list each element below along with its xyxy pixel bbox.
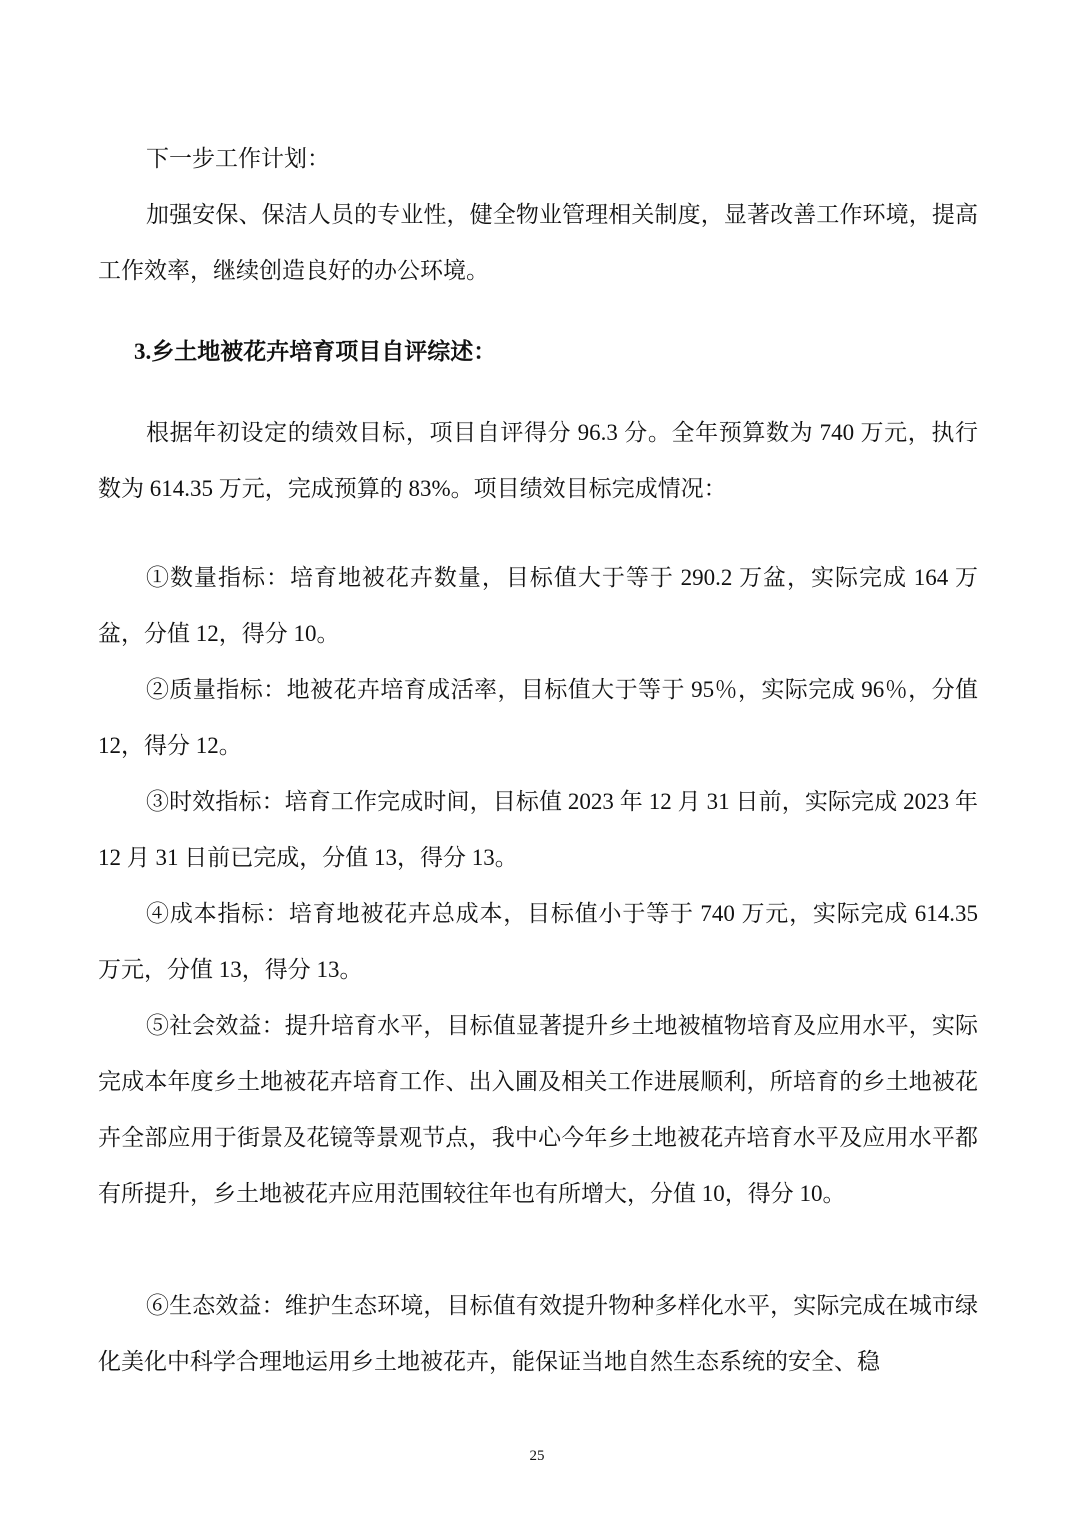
section-heading: 3.乡土地被花卉培育项目自评综述：	[134, 339, 497, 364]
next-steps-label: 下一步工作计划：	[146, 146, 330, 171]
quantity-indicator-paragraph: ①数量指标：培育地被花卉数量，目标值大于等于 290.2 万盆，实际完成 164 万盆，分值 12，得分 10。	[98, 565, 978, 646]
social-benefit-paragraph: ⑤社会效益：提升培育水平，目标值显著提升乡土地被植物培育及应用水平，实际完成本年度乡土地被花卉培育工作、出入圃及相关工作进展顺利，所培育的乡土地被花卉全部应用于街景及花镜等景观节点，我中心今年乡土地被花卉培育水平及应用水平都有所提升，乡土地被花卉应用范围较往年也有所增大，分值 10，得分 10。	[98, 1013, 978, 1206]
timeliness-indicator-paragraph: ③时效指标：培育工作完成时间，目标值 2023 年 12 月 31 日前，实际完成 2023 年 12 月 31 日前已完成，分值 13，得分 13。	[98, 789, 978, 870]
cost-indicator-paragraph: ④成本指标：培育地被花卉总成本，目标值小于等于 740 万元，实际完成 614.35 万元，分值 13，得分 13。	[98, 901, 978, 982]
page-number: 25	[529, 1448, 545, 1464]
ecological-benefit-paragraph: ⑥生态效益：维护生态环境，目标值有效提升物种多样化水平，实际完成在城市绿化美化中科学合理地运用乡土地被花卉，能保证当地自然生态系统的安全、稳	[98, 1293, 978, 1374]
next-steps-paragraph: 加强安保、保洁人员的专业性，健全物业管理相关制度，显著改善工作环境，提高工作效率，继续创造良好的办公环境。	[98, 202, 978, 283]
summary-paragraph: 根据年初设定的绩效目标，项目自评得分 96.3 分。全年预算数为 740 万元，执行数为 614.35 万元，完成预算的 83%。项目绩效目标完成情况：	[98, 420, 978, 501]
quality-indicator-paragraph: ②质量指标：地被花卉培育成活率，目标值大于等于 95％，实际完成 96％，分值 12，得分 12。	[98, 677, 978, 758]
